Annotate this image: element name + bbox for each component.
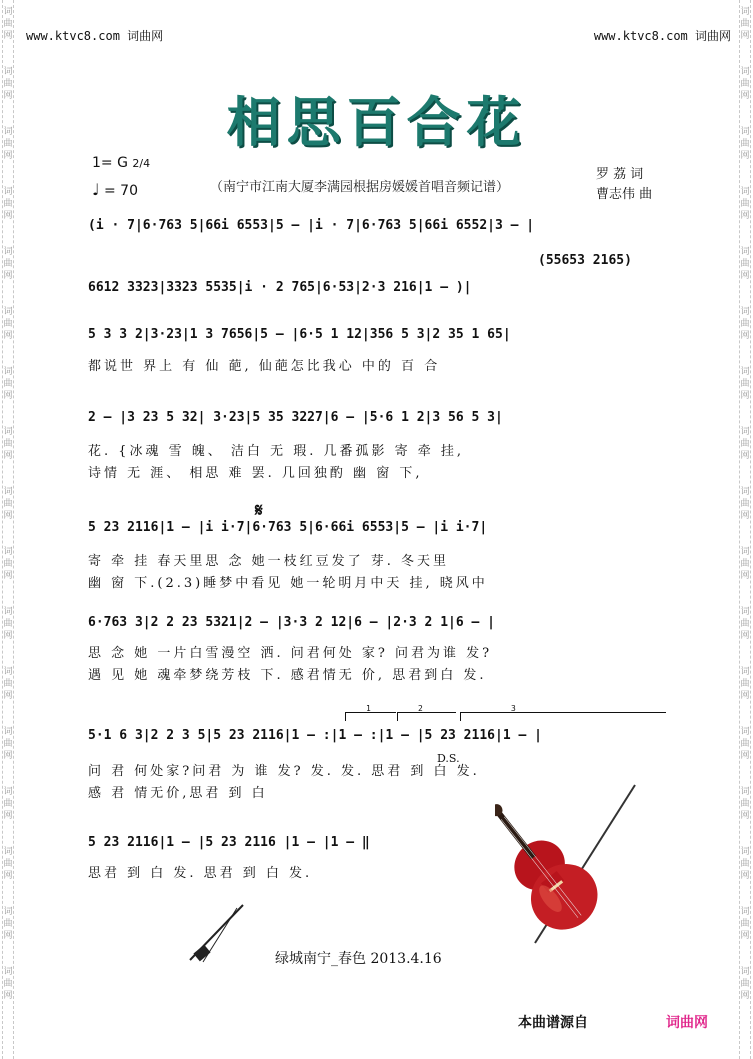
side-watermark-text: 词 曲 网 (740, 967, 750, 1001)
side-watermark-text: 词 曲 网 (740, 7, 750, 41)
song-title: 相思百合花 (226, 91, 527, 154)
score-line-1: (i · 7|6·763 5|66i 6553|5 – |i · 7|6·763 5|66i 6552|3 – | (88, 218, 535, 233)
side-watermark-text: 词 曲 网 (3, 727, 13, 761)
score-line-2-alt: (55653 2165) (538, 253, 632, 268)
lyricist-credit: 罗 荔 词 (596, 167, 644, 182)
side-watermark-text: 词 曲 网 (3, 787, 13, 821)
volta-number-2: 2 (418, 704, 423, 713)
key-signature (92, 155, 150, 171)
lyric-line-5b: 幽 窗 下.(2.3)睡梦中看见 她一轮明月中天 挂, 晓风中 (88, 576, 488, 591)
side-watermark-text: 词 曲 网 (3, 487, 13, 521)
side-watermark-text: 词 曲 网 (3, 67, 13, 101)
score-line-5: 5 23 2116|1 – |i i·7|6·763 5|6·66i 6553|5 – |i i·7| (88, 520, 488, 535)
dal-segno-marking: D.S. (437, 752, 460, 765)
composer-credit: 曹志伟 曲 (596, 187, 653, 202)
side-watermark-text: 词 曲 网 (3, 547, 13, 581)
tempo-value: = 70 (104, 183, 138, 199)
side-watermark-text: 词 曲 网 (3, 427, 13, 461)
violin-illustration (495, 775, 645, 945)
volta-bracket-3 (460, 704, 666, 721)
side-watermark-text: 词 曲 网 (740, 667, 750, 701)
side-watermark-text: 词 曲 网 (3, 967, 13, 1001)
volta-number-1: 1 (366, 704, 371, 713)
quarter-note-icon: ♩ (92, 180, 100, 199)
side-watermark-text: 词 曲 网 (3, 307, 13, 341)
side-watermark-text: 词 曲 网 (3, 247, 13, 281)
score-line-8: 5 23 2116|1 – |5 23 2116 |1 – |1 – ‖ (88, 835, 370, 850)
erhu-illustration (185, 900, 245, 965)
side-watermark-text: 词 曲 网 (3, 847, 13, 881)
side-watermark-text: 词 曲 网 (740, 247, 750, 281)
source-site-link[interactable]: 词曲网 (666, 1015, 708, 1031)
lyric-line-4a: 花. {冰魂 雪 魄、 洁白 无 瑕. 几番孤影 寄 牵 挂, (88, 444, 464, 459)
key-label: 1= G (92, 155, 128, 171)
side-watermark-text: 词 曲 网 (740, 127, 750, 161)
site-url-right[interactable]: www.ktvc8.com 词曲网 (593, 29, 731, 43)
side-watermark-text: 词 曲 网 (740, 367, 750, 401)
side-watermark-text: 词 曲 网 (740, 727, 750, 761)
side-watermark-text: 词 曲 网 (3, 367, 13, 401)
side-watermark-text: 词 曲 网 (3, 907, 13, 941)
side-watermark-text: 词 曲 网 (740, 547, 750, 581)
lyric-line-3: 都说世 界上 有 仙 葩, 仙葩怎比我心 中的 百 合 (88, 359, 441, 374)
side-watermark-text: 词 曲 网 (740, 307, 750, 341)
side-watermark-text: 词 曲 网 (740, 187, 750, 221)
score-line-6: 6·763 3|2 2 23 5321|2 – |3·3 2 12|6 – |2·3 2 1|6 – | (88, 615, 495, 630)
segno-sign: 𝄋 (255, 500, 263, 521)
volta-bracket-1 (345, 704, 396, 721)
lyric-line-6a: 思 念 她 一片白雪漫空 洒. 问君何处 家? 问君为谁 发? (88, 646, 493, 661)
lyric-line-4b: 诗情 无 涯、 相思 难 罢. 几回独酌 幽 窗 下, (88, 466, 423, 481)
lyric-line-7b: 感 君 情无价,思君 到 白 (88, 786, 268, 801)
lyric-line-8: 思君 到 白 发. 思君 到 白 发. (88, 866, 313, 881)
side-watermark-text: 词 曲 网 (740, 487, 750, 521)
score-line-2: 6612 3323|3323 5535|i · 2 765|6·53|2·3 216|1 – )| (88, 280, 472, 295)
side-watermark-text: 词 曲 网 (740, 427, 750, 461)
time-signature: 2/4 (132, 157, 151, 170)
side-watermark-text: 词 曲 网 (740, 67, 750, 101)
volta-number-3: 3 (511, 704, 516, 713)
arranger-signature: 绿城南宁_春色 2013.4.16 (275, 951, 442, 967)
side-watermark-text: 词 曲 网 (740, 787, 750, 821)
side-watermark-text: 词 曲 网 (3, 667, 13, 701)
site-url-left[interactable]: www.ktvc8.com 词曲网 (26, 29, 164, 43)
lyric-line-6b: 遇 见 她 魂牵梦绕芳枝 下. 感君情无 价, 思君到白 发. (88, 668, 487, 683)
lyric-line-5a: 寄 牵 挂 春天里思 念 她一枝红豆发了 芽. 冬天里 (88, 554, 450, 569)
side-watermark-text: 词 曲 网 (3, 607, 13, 641)
side-watermark-text: 词 曲 网 (740, 607, 750, 641)
score-line-4: 2 – |3 23 5 32| 3·23|5 35 3227|6 – |5·6 1 2|3 56 5 3| (88, 410, 503, 425)
tempo-marking (92, 180, 138, 199)
side-watermark-text: 词 曲 网 (3, 127, 13, 161)
side-watermark-text: 词 曲 网 (740, 847, 750, 881)
score-line-3: 5 3 3 2|3·23|1 3 7656|5 – |6·5 1 12|356 5 3|2 35 1 65| (88, 327, 511, 342)
score-subtitle: （南宁市江南大厦李满园根据房媛媛首唱音频记谱） (210, 180, 510, 195)
source-label: 本曲谱源自 (518, 1015, 588, 1031)
side-watermark-text: 词 曲 网 (3, 187, 13, 221)
right-watermark-strip (739, 0, 751, 1059)
left-watermark-strip (2, 0, 14, 1059)
volta-bracket-2 (397, 704, 456, 721)
side-watermark-text: 词 曲 网 (3, 7, 13, 41)
lyric-line-7a: 问 君 何处家?问君 为 谁 发? 发. 发. 思君 到 白 发. (88, 764, 480, 779)
side-watermark-text: 词 曲 网 (740, 907, 750, 941)
score-line-7: 5·1 6 3|2 2 3 5|5 23 2116|1 – :|1 – :|1 – |5 23 2116|1 – | (88, 728, 542, 743)
